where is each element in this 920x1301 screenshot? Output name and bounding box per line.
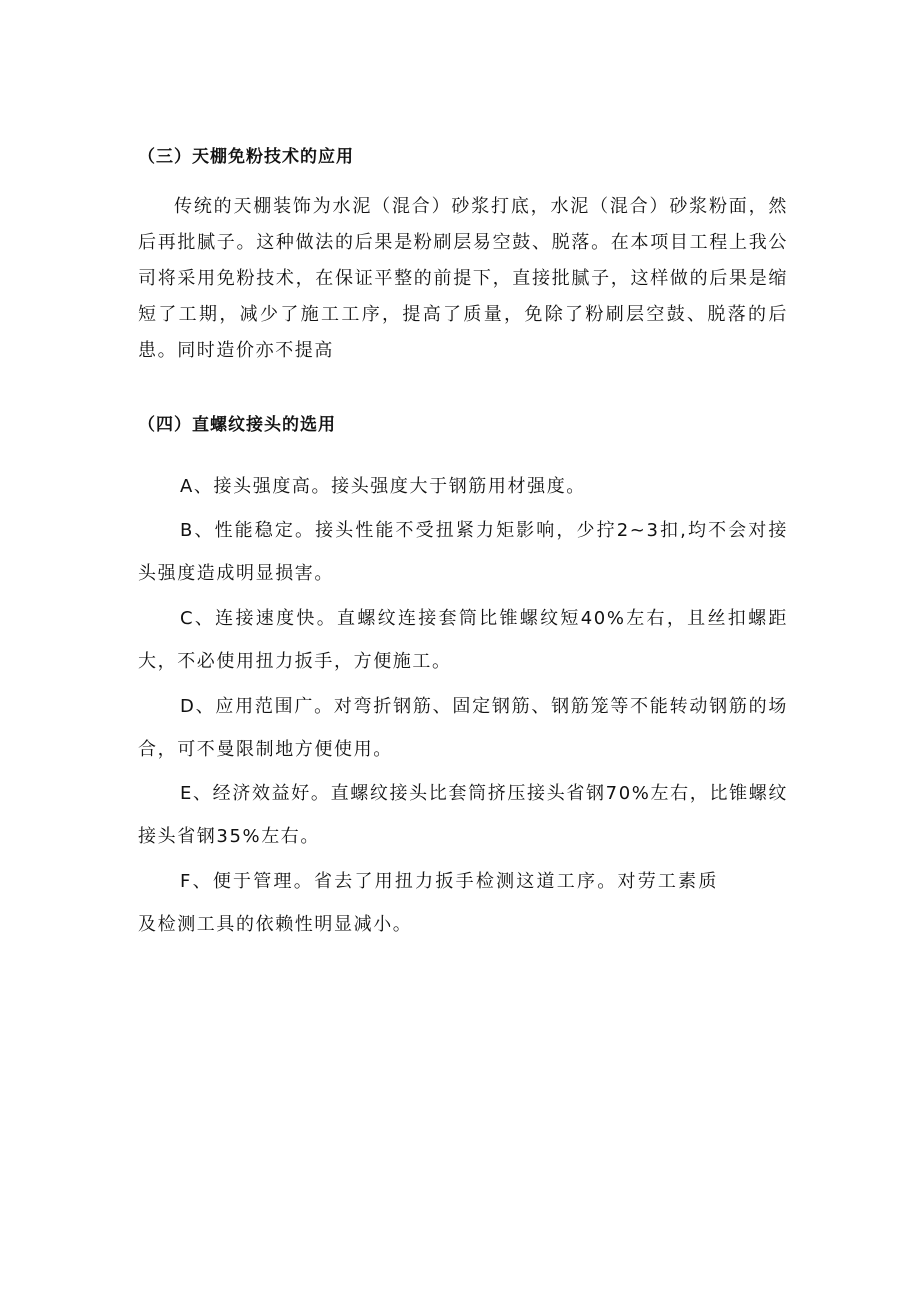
list-item-b: B、性能稳定。接头性能不受扭紧力矩影响，少拧2~3扣,均不会对接头强度造成明显损害。 [138,520,788,584]
section-paragraph-3: 传统的天棚装饰为水泥（混合）砂浆打底，水泥（混合）砂浆粉面，然后再批腻子。这种做法的后果是粉刷层易空鼓、脱落。在本项目工程上我公司将采用免粉技术，在保证平整的前提下，直接批腻子，这样做的后果是缩短了工期，减少了施工工序，提高了质量，免除了粉刷层空鼓、脱落的后患。同时造价亦不提高 [138,196,788,361]
list-item-d: D、应用范围广。对弯折钢筋、固定钢筋、钢筋笼等不能转动钢筋的场合，可不曼限制地方便使用。 [138,696,788,760]
section-heading-4: （四）直螺纹接头的选用 [138,415,336,435]
list-item-f: F、便于管理。省去了用扭力扳手检测这道工序。对劳工素质及检测工具的依赖性明显减小。 [138,871,718,935]
section-heading-3: （三）天棚免粉技术的应用 [138,147,354,167]
list-item-c: C、连接速度快。直螺纹连接套筒比锥螺纹短40%左右，且丝扣螺距大，不必使用扭力扳手，方便施工。 [138,608,788,672]
list-item-e: E、经济效益好。直螺纹接头比套筒挤压接头省钢70%左右，比锥螺纹接头省钢35%左右。 [138,783,788,847]
list-item-a: A、接头强度高。接头强度大于钢筋用材强度。 [180,476,586,497]
